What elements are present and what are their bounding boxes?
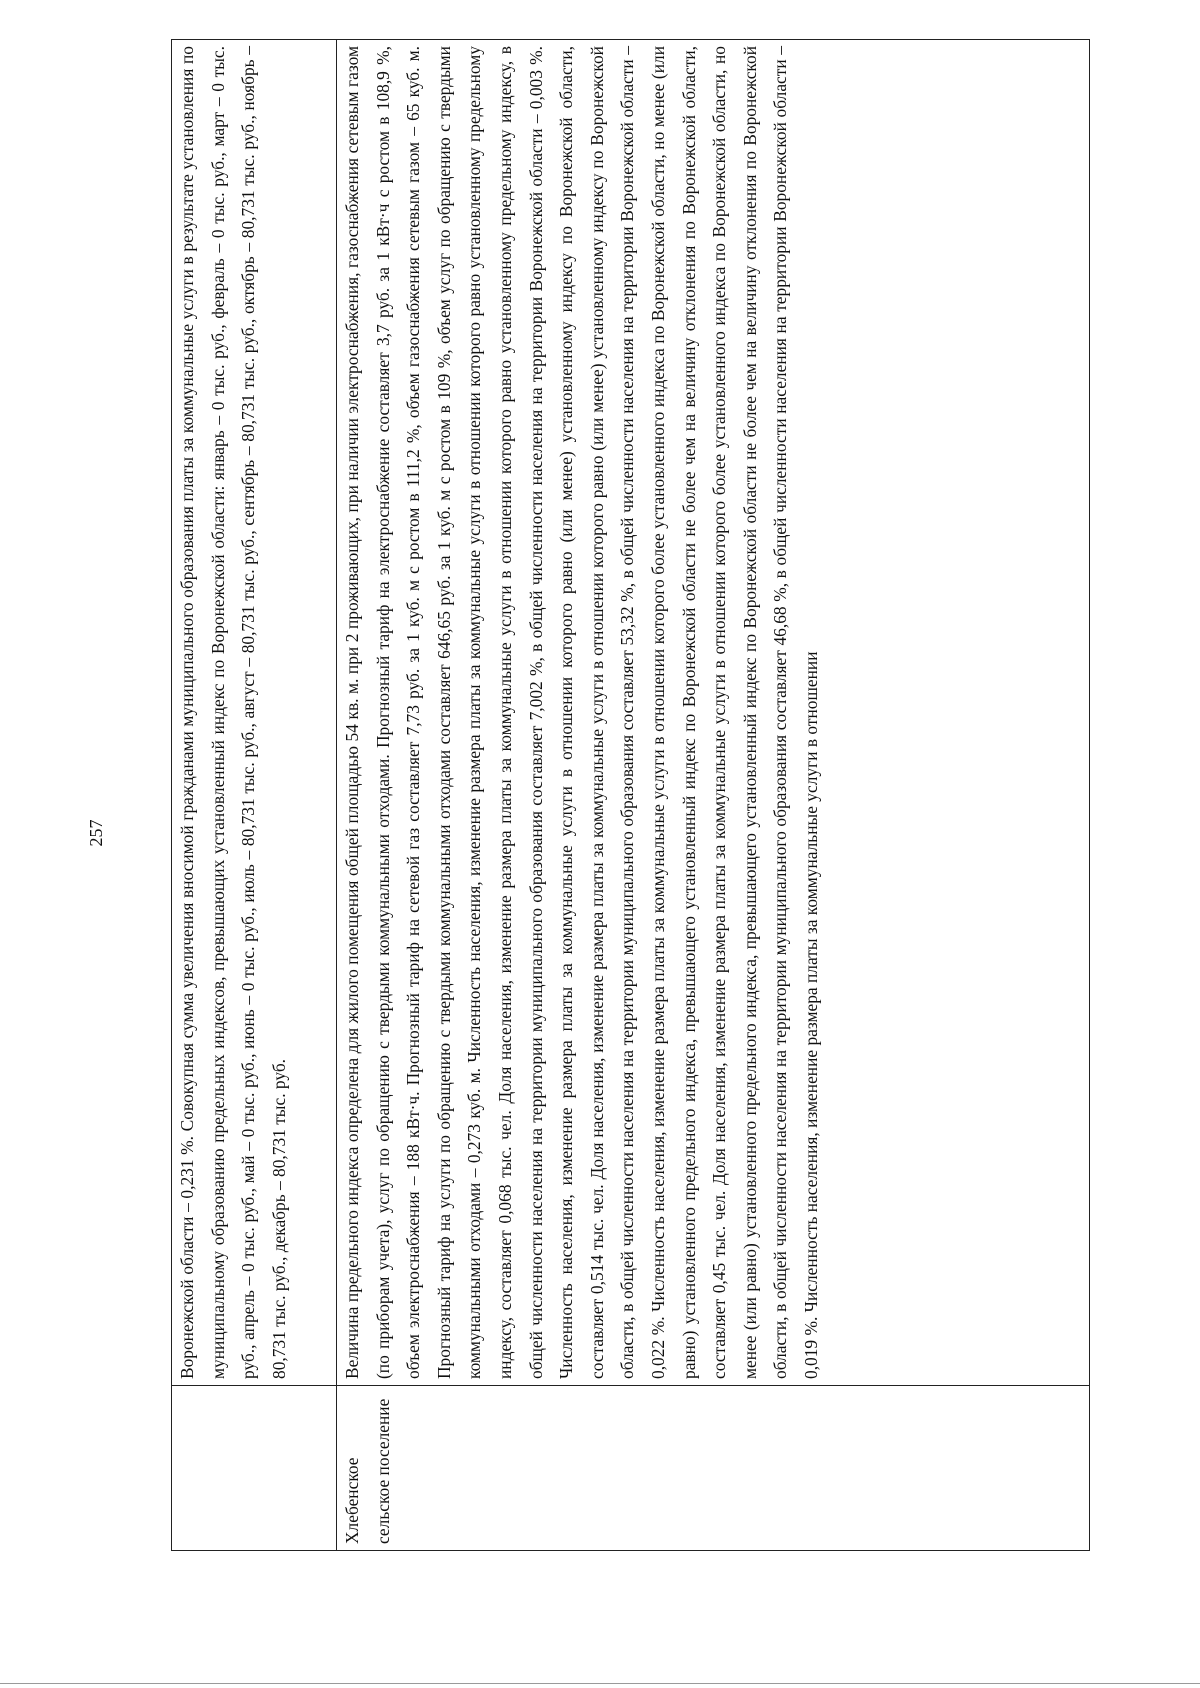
municipality-cell xyxy=(337,1386,1090,1551)
page-number: 257 xyxy=(86,819,106,847)
description-text: Воронежской области – 0,231 %. Совокупная сумма увеличения вносимой гражданами муниципального образования платы за коммунальные услуги в результате установления по муниципальному образованию предельных индексов, превышающих установленный индекс по Воронежской области: январь – 0 тыс. руб., февраль – 0 тыс. руб., март – 0 тыс. руб., апрель – 0 тыс. руб., май – 0 тыс. руб., июнь – 0 тыс. руб., июль – 80,731 тыс. руб., август – 80,731 тыс. руб., сентябрь – 80,731 тыс. руб., октябрь – 80,731 тыс. руб., ноябрь – 80,731 тыс. руб., декабрь – 80,731 тыс. руб. xyxy=(177,46,289,1379)
description-text: Величина предельного индекса определена для жилого помещения общей площадью 54 кв. м. при 2 проживающих, при наличии электроснабжения, газоснабжения сетевым газом (по приборам учета), услуг по обращению с твердыми коммунальными отходами. Прогнозный тариф на электроснабжение составляет 3,7 руб. за 1 кВт·ч с ростом в 108,9 %, объем электроснабжения – 188 кВт·ч. Прогнозный тариф на сетевой газ составляет 7,73 руб. за 1 куб. м с ростом в 111,2 %, объем газоснабжения сетевым газом – 65 куб. м. Прогнозный тариф на услуги по обращению с твердыми коммунальными отходами составляет 646,65 руб. за 1 куб. м с ростом в 109 %, объем услуг по обращению с твердыми коммунальными отходами – 0,273 куб. м. Численность населения, изменение размера платы за коммунальные услуги в отношении которого равно установленному предельному индексу, составляет 0,068 тыс. чел. Доля населения, изменение размера платы за коммунальные услуги в отношении которого равно установленному предельному индексу, в общей численности населения на территории муниципального образования составляет 7,002 %, в общей численности населения на территории Воронежской области – 0,003 %. Численность населения, изменение размера платы за коммунальные услуги в отношении которого равно (или менее) установленному индексу по Воронежской области, составляет 0,514 тыс. чел. Доля населения, изменение размера платы за коммунальные услуги в отношении которого равно (или менее) установленному индексу по Воронежской области, в общей численности населения на территории муниципального образования составляет 53,32 %, в общей численности населения на территории Воронежской области – 0,022 %. Численность населения, изменение размера платы за коммунальные услуги в отношении которого более установленного индекса по Воронежской области, но менее (или равно) установленного предельного индекса, превышающего установленный индекс по Воронежской области не более чем на величину отклонения по Воронежской области, составляет 0,45 тыс. чел. Доля населения, изменение размера платы за коммунальные услуги в отношении которого более установленного индекса по Воронежской области, но менее (или равно) установленного предельного индекса, превышающего установленный индекс по Воронежской области не более чем на величину отклонения по Воронежской области, в общей численности населения на территории муниципального образования составляет 46,68 %, в общей численности населения на территории Воронежской области – 0,019 %. Численность населения, изменение размера платы за коммунальные услуги в отношении xyxy=(342,46,821,1379)
document-table-rotated xyxy=(171,39,1089,1551)
description-cell xyxy=(172,40,337,1386)
document-table xyxy=(171,39,1090,1551)
scan-edge-line xyxy=(0,1683,1200,1684)
description-cell xyxy=(337,40,1090,1386)
table-row xyxy=(337,40,1090,1551)
municipality-cell xyxy=(172,1386,337,1551)
table-row xyxy=(172,40,337,1551)
municipality-name: Хлебенское сельское поселение xyxy=(342,1398,393,1544)
